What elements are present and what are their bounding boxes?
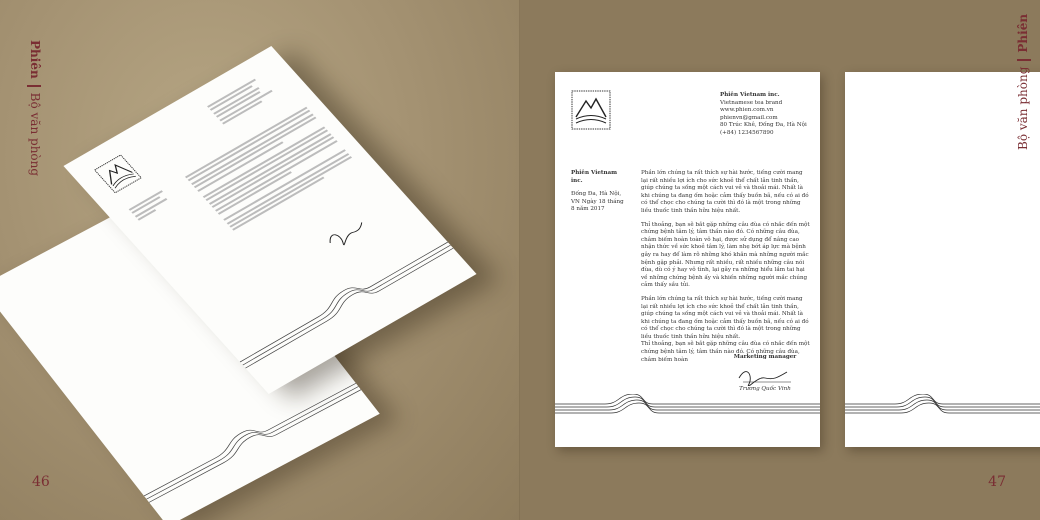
continuation-footer-wave — [845, 394, 1040, 434]
body-paragraph-4: Thỉ thoảng, bạn sẽ bắt gặp những câu đùa có nhắc đến một chứng bệnh tâm lý, tâm thần nào đó. Có những câu đùa, châm biếm hoàn — [641, 341, 810, 363]
body-paragraph-2: Thỉ thoảng, bạn sẽ bắt gặp những câu đùa có nhắc đến một chứng bệnh tâm lý, tâm thần nào đó. Có những câu đùa, châm biếm hoàn toàn vô hại, được sử dụng để nâng cao nhận thức về sức khoẻ tâm lý, làm nhẹ bớt áp lực mà bệnh gây ra hay để làm rõ những khó khăn mà những người mắc bệnh gặp phải. Nhưng rất nhiều, rất nhiều những câu nói đùa, dù có ý hay vô tình, lại gây ra những hiểu lầm tai hại về những chứng bệnh ấy và khiến những người mắc chúng cảm thấy sầu tủi. — [641, 221, 810, 289]
right-vertical-label — [1016, 14, 1031, 150]
continuation-page — [845, 72, 1040, 447]
body-paragraph-1: Phần lớn chúng ta rất thích sự hài hước, tiếng cười mang lại rất nhiều lợi ích cho sức khoẻ thể chất lẫn tinh thần, giúp chúng ta sống một cách vui vẻ và thoải mái. Nhất là khi chúng ta đang ốm hoặc cảm thấy buồn bã, nếu có ai đó có thể chọc cho chúng ta cười thì đó là một trong những liều thuốc tinh thần hữu hiệu nhất. — [641, 170, 809, 214]
left-label-brand: Phiên — [28, 40, 42, 79]
company-tagline: Vietnamese tea brand — [720, 99, 783, 106]
left-label-text: Bộ văn phòng — [28, 92, 42, 177]
letterhead-page — [555, 72, 820, 447]
right-label-divider — [1017, 59, 1031, 61]
signer-title: Marketing manager — [733, 354, 797, 360]
right-page-number: 47 — [988, 474, 1006, 490]
mountain-logo-icon — [571, 90, 611, 130]
company-name: Phiên Vietnam inc. — [720, 92, 780, 98]
signature-block — [725, 354, 805, 393]
company-website: www.phien.com.vn — [720, 107, 774, 114]
company-email: phienvn@gmail.com — [720, 114, 778, 121]
signature-icon — [735, 364, 795, 386]
signer-name: Trương Quốc Vinh — [739, 385, 791, 392]
sender-name: Phiên Vietnam inc. — [571, 170, 618, 184]
company-phone: (+84) 1234567890 — [720, 129, 774, 136]
right-page — [520, 0, 1040, 520]
left-page-number: 46 — [32, 474, 50, 490]
contact-block — [720, 92, 815, 138]
left-label-divider — [28, 85, 42, 87]
right-label-brand: Phiên — [1016, 13, 1030, 53]
sender-place-date: Đống Đa, Hà Nội, VN Ngày 18 tháng 8 năm 2017 — [571, 191, 624, 213]
company-address: 80 Trúc Khê, Đống Đa, Hà Nội — [720, 122, 807, 129]
letter-body — [641, 170, 811, 364]
footer-wave-ornament — [555, 394, 820, 434]
body-paragraph-3: Phần lớn chúng ta rất thích sự hài hước, tiếng cười mang lại rất nhiều lợi ích cho sức khoẻ thể chất lẫn tinh thần, giúp chúng ta sống một cách vui vẻ và thoải mái. Nhất là khi chúng ta đang ốm hoặc cảm thấy buồn bã, nếu có ai đó có thể chọc cho chúng ta cười thì đó là một trong những liều thuốc tinh thần hữu hiệu nhất. — [641, 295, 809, 340]
left-vertical-label — [28, 40, 43, 176]
right-label-text: Bộ văn phòng — [1016, 66, 1030, 150]
sender-block — [571, 170, 629, 214]
